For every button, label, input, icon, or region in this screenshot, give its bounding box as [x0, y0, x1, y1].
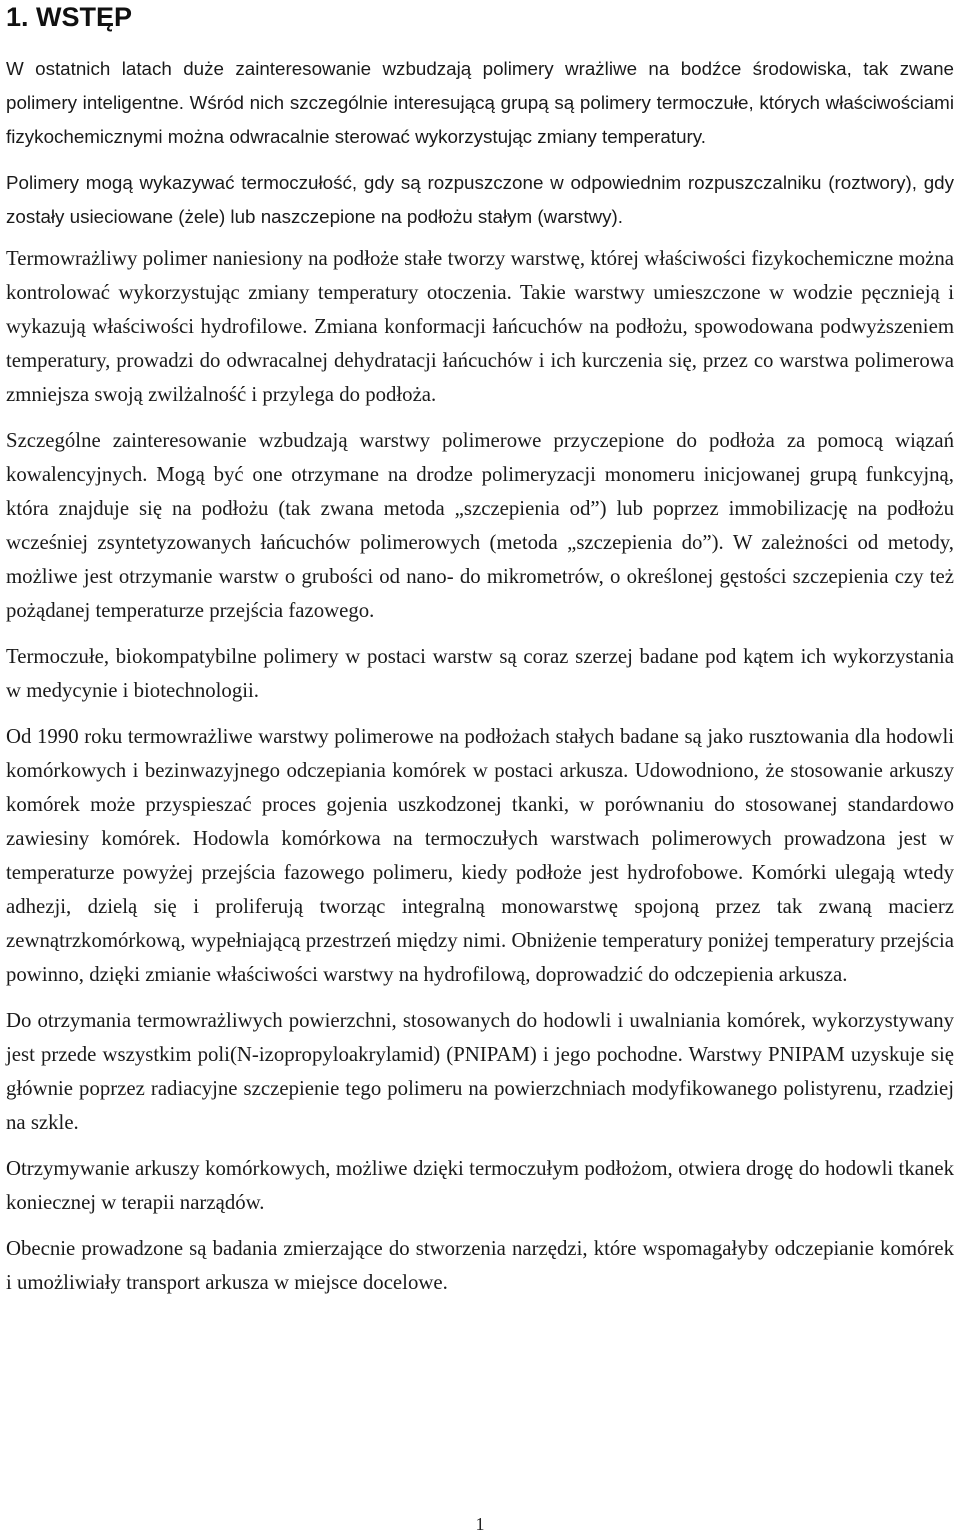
paragraph-grafting: Szczególne zainteresowanie wzbudzają warstwy polimerowe przyczepione do podłoża za pomocą wiązań kowalencyjnych. Mogą być one otrzymane na drodze polimeryzacji monomeru inicjowanej grupą funkcyjną, która znajduje się na podłożu (tak zwana metoda „szczepienia od”) lub poprzez immobilizację na podłożu wcześniej zsyntetyzowanych łańcuchów polimerowych (metoda „szczepienia do”). W zależności od metody, możliwe jest otrzymanie warstw o grubości od nano- do mikrometrów, o określonej gęstości szczepienia czy też pożądanej temperaturze przejścia fazowego.: [6, 429, 954, 622]
paragraph-cell-sheets: Otrzymywanie arkuszy komórkowych, możliwe dzięki termoczułym podłożom, otwiera drogę do hodowli tkanek koniecznej w terapii narządów.: [6, 1157, 954, 1214]
paragraph-current-research: Obecnie prowadzone są badania zmierzające do stworzenia narzędzi, które wspomagałyby odczepianie komórek i umożliwiały transport arkusza w miejsce docelowe.: [6, 1237, 954, 1294]
paragraph-pnipam: Do otrzymania termowrażliwych powierzchni, stosowanych do hodowli i uwalniania komórek, wykorzystywany jest przede wszystkim poli(N-izopropyloakrylamid) (PNIPAM) i jego pochodne. Warstwy PNIPAM uzyskuje się głównie poprzez radiacyjne szczepienie tego polimeru na powierzchniach modyfikowanego polistyrenu, rzadziej na szkle.: [6, 1009, 954, 1134]
paragraph-cell-culture: Od 1990 roku termowrażliwe warstwy polimerowe na podłożach stałych badane są jako rusztowania dla hodowli komórkowych i bezinwazyjnego odczepiania komórek w postaci arkusza. Udowodniono, że stosowanie arkuszy komórek może przyspieszać proces gojenia uszkodzonej tkanki, w porównaniu do stosowanej standardowo zawiesiny komórek. Hodowla komórkowa na termoczułych warstwach polimerowych prowadzona jest w temperaturze powyżej przejścia fazowego polimeru, kiedy podłoże jest hydrofobowe. Komórki ulegają wtedy adhezji, dzielą się i proliferują tworząc integralną monowarstwę spojoną przez tak zwaną macierz zewnątrzkomórkową, wypełniającą przestrzeń między nimi. Obniżenie temperatury poniżej temperatury przejścia powinno, dzięki zmianie właściwości warstwy na hydrofilową, doprowadzić do odczepienia arkusza.: [6, 725, 954, 986]
section-heading: 1. WSTĘP: [6, 2, 133, 32]
paragraph-intro: W ostatnich latach duże zainteresowanie wzbudzają polimery wrażliwe na bodźce środowiska, tak zwane polimery inteligentne. Wśród nich szczególnie interesującą grupą są polimery termoczułe, których właściwościami fizykochemicznymi można odwracalnie sterować wykorzystując zmiany temperatury.: [6, 58, 954, 147]
paragraph-biocompatible: Termoczułe, biokompatybilne polimery w postaci warstw są coraz szerzej badane pod kątem ich wykorzystania w medycynie i biotechnologii.: [6, 645, 954, 702]
paragraph-thermosensitivity: Polimery mogą wykazywać termoczułość, gdy są rozpuszczone w odpowiednim rozpuszczalniku (roztwory), gdy zostały usieciowane (żele) lub naszczepione na podłożu stałym (warstwy).: [6, 172, 954, 227]
paragraph-layers: Termowrażliwy polimer naniesiony na podłoże stałe tworzy warstwę, której właściwości fizykochemiczne można kontrolować wykorzystując zmiany temperatury otoczenia. Takie warstwy umieszczone w wodzie pęcznieją i wykazują właściwości hydrofilowe. Zmiana konformacji łańcuchów na podłożu, spowodowana podwyższeniem temperatury, prowadzi do odwracalnej dehydratacji łańcuchów i ich kurczenia się, przez co warstwa polimerowa zmniejsza swoją zwilżalność i przylega do podłoża.: [6, 247, 954, 406]
page-number: 1: [475, 1514, 485, 1534]
